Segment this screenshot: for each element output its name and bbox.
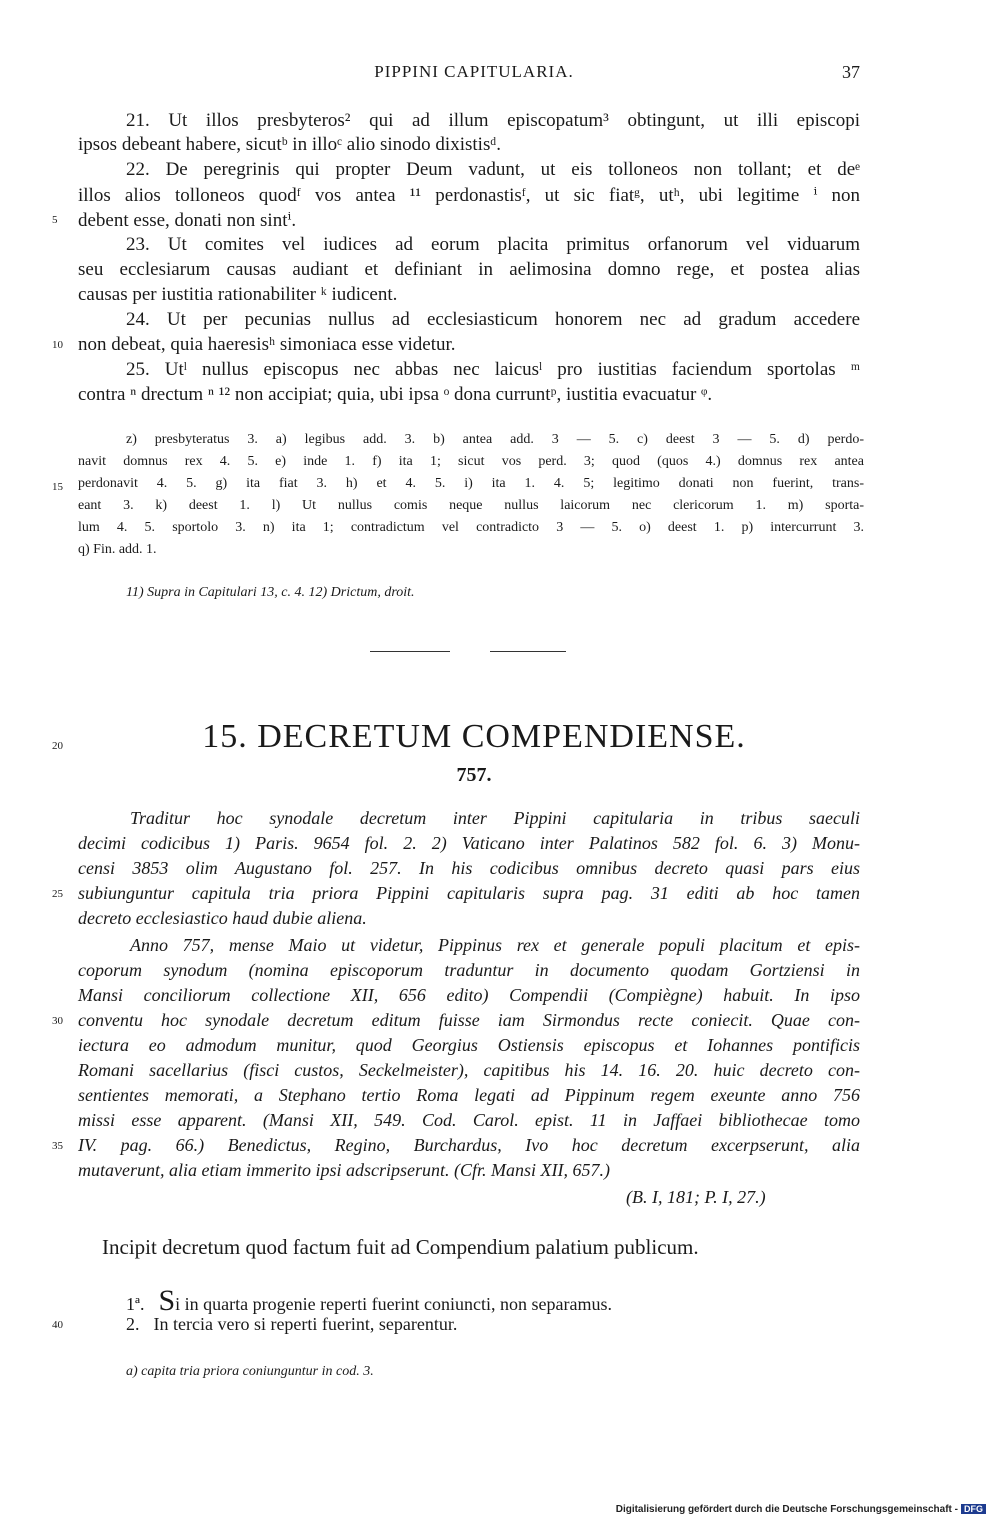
decree-item xyxy=(126,1286,612,1316)
dfg-logo: DFG xyxy=(961,1504,986,1514)
item-footnote: a) capita tria priora coniunguntur in cod. 3. xyxy=(126,1364,374,1379)
explanatory-notes: 11) Supra in Capitulari 13, c. 4. 12) Drictum, droit. xyxy=(126,585,415,600)
source-reference: (B. I, 181; P. I, 27.) xyxy=(626,1187,766,1207)
intro-line: subiunguntur capitula tria priora Pippini capitularis supra pag. 31 editi ab hoc tamen xyxy=(78,883,860,903)
page-number: 37 xyxy=(842,62,860,82)
line-number: 40 xyxy=(52,1319,63,1331)
intro-line: decreto ecclesiastico haud dubie aliena. xyxy=(78,908,367,928)
line-number: 20 xyxy=(52,740,63,752)
funding-footer xyxy=(616,1504,986,1515)
chapter-title: 15. DECRETUM COMPENDIENSE. xyxy=(202,718,746,755)
text-line: debent esse, donati non sintⁱ. xyxy=(78,210,297,231)
text-line: 23. Ut comites vel iudices ad eorum placita primitus orfanorum vel viduarum xyxy=(126,234,860,255)
section-divider-gap xyxy=(450,651,490,653)
text-line: 22. De peregrinis qui propter Deum vadunt, ut eis tolloneos non tollant; et deᵉ xyxy=(126,159,860,180)
intro-line: Traditur hoc synodale decretum inter Pippini capitularia in tribus saeculi xyxy=(130,808,860,828)
text-line: contra ⁿ drectum ⁿ ¹² non accipiat; quia, ubi ipsa ᵒ dona curruntᵖ, iustitia evacuatur ᵠ. xyxy=(78,384,713,405)
drop-capital: S xyxy=(158,1284,176,1317)
line-number: 5 xyxy=(52,214,58,226)
line-number: 15 xyxy=(52,481,63,493)
text-line: 25. Utˡ nullus episcopus nec abbas nec laicusˡ pro iustitias faciendum sportolas ᵐ xyxy=(126,359,860,380)
line-number: 30 xyxy=(52,1015,63,1027)
text-line: non debeat, quia haeresisʰ simoniaca esse videtur. xyxy=(78,334,456,355)
intro-line: sentientes memorati, a Stephano tertio Roma legati ad Pippinum regem exeunte anno 756 xyxy=(78,1085,860,1105)
line-number: 10 xyxy=(52,339,63,351)
item-text: In tercia vero si reperti fuerint, separentur. xyxy=(153,1314,458,1334)
intro-line: iectura eo admodum munitur, quod Georgius Ostiensis episcopus et Iohannes pontificis xyxy=(78,1035,860,1055)
line-number: 35 xyxy=(52,1140,63,1152)
footer-text: Digitalisierung gefördert durch die Deutsche Forschungsgemeinschaft - xyxy=(615,1504,958,1515)
intro-line: IV. pag. 66.) Benedictus, Regino, Burchardus, Ivo hoc decretum excerpserunt, alia xyxy=(78,1135,860,1155)
apparatus-line: perdonavit 4. 5. g) ita fiat 3. h) et 4. 5. i) ita 1. 4. 5; legitimo donati non fuerint, trans- xyxy=(78,476,864,491)
intro-line: decimi codicibus 1) Paris. 9654 fol. 2. 2) Vaticano inter Palatinos 582 fol. 6. 3) Monu- xyxy=(78,833,860,853)
intro-line: coporum synodum (nomina episcoporum traduntur in documento quodam Gortziensi in xyxy=(78,960,860,980)
text-line: ipsos debeant habere, sicutᵇ in illoᶜ alio sinodo dixistisᵈ. xyxy=(78,134,501,155)
line-number: 25 xyxy=(52,888,63,900)
intro-line: Anno 757, mense Maio ut videtur, Pippinus rex et generale populi placitum et epis- xyxy=(130,935,860,955)
intro-line: missi esse apparent. (Mansi XII, 549. Cod. Carol. epist. 11 in Jaffaei bibliothecae tomo xyxy=(78,1110,860,1130)
intro-line: mutaverunt, alia etiam immerito ipsi adscripserunt. (Cfr. Mansi XII, 657.) xyxy=(78,1160,610,1180)
intro-line: Romani sacellarius (fisci custos, Seckelmeister), capitibus his 14. 16. 20. huic decreto con- xyxy=(78,1060,860,1080)
incipit-heading: Incipit decretum quod factum fuit ad Compendium palatium publicum. xyxy=(102,1235,699,1259)
text-line: seu ecclesiarum causas audiant et definiant in aelimosina domno rege, et postea alias xyxy=(78,259,860,280)
intro-line: conventu hoc synodale decretum editum fuisse iam Sirmondus recte coniecit. Quae con- xyxy=(78,1010,860,1030)
text-line: 21. Ut illos presbyteros² qui ad illum episcopatum³ obtingunt, ut illi episcopi xyxy=(126,110,860,131)
apparatus-line: lum 4. 5. sportolo 3. n) ita 1; contradictum vel contradicto 3 — 5. o) deest 1. p) intercurrunt 3. xyxy=(78,520,864,535)
item-number: 2. xyxy=(126,1314,140,1334)
apparatus-line: eant 3. k) deest 1. l) Ut nullus comis neque nullus laicorum nec clericorum 1. m) sporta- xyxy=(78,498,864,513)
text-line: illos alios tolloneos quodᶠ vos antea ¹¹ perdonastisᶠ, ut sic fiatᵍ, utʰ, ubi legitime ⁱ non xyxy=(78,185,860,206)
decree-item xyxy=(126,1314,457,1335)
text-line: 24. Ut per pecunias nullus ad ecclesiasticum honorem nec ad gradum accedere xyxy=(126,309,860,330)
item-number: 1ª. xyxy=(126,1294,145,1314)
item-text: i in quarta progenie reperti fuerint coniuncti, non separamus. xyxy=(175,1294,613,1314)
running-header: PIPPINI CAPITULARIA. xyxy=(374,62,574,81)
intro-line: Mansi conciliorum collectione XII, 656 edito) Compendii (Compiègne) habuit. In ipso xyxy=(78,985,860,1005)
apparatus-line: q) Fin. add. 1. xyxy=(78,542,157,557)
intro-line: censi 3853 olim Augustano fol. 257. In his codicibus omnibus decreto quasi pars eius xyxy=(78,858,860,878)
apparatus-line: navit domnus rex 4. 5. e) inde 1. f) ita 1; sicut vos perd. 3; quod (quos 4.) domnus rex antea xyxy=(78,454,864,469)
chapter-year: 757. xyxy=(456,764,492,786)
text-line: causas per iustitia rationabiliter ᵏ iudicent. xyxy=(78,284,398,305)
apparatus-line: z) presbyteratus 3. a) legibus add. 3. b) antea add. 3 — 5. c) deest 3 — 5. d) perdo- xyxy=(126,432,864,447)
